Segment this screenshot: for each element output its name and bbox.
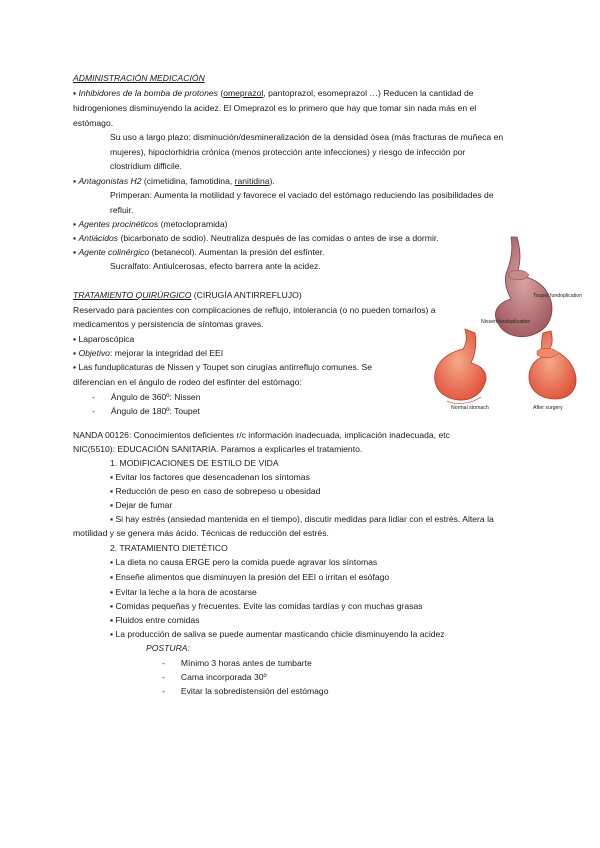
diet-title: 2. TRATAMIENTO DIETÉTICO xyxy=(110,543,228,553)
lifestyle-item: ▪ Dejar de fumar xyxy=(110,500,173,510)
diet-item: ▪ La producción de saliva se puede aumentar masticando chicle disminuyendo la acidez xyxy=(110,629,445,639)
caption-toupet: Toupet fundoplication xyxy=(533,293,583,299)
caption-normal: Normal stomach xyxy=(451,405,489,411)
fundoplication-figure xyxy=(425,233,585,413)
bullet-prokinetic: ▪ Agentes procinéticos (metoclopramida) xyxy=(73,219,228,229)
posture-item: - Evitar la sobredistensión del estómago xyxy=(162,686,329,696)
diet-item: ▪ Enseñe alimentos que disminuyen la presión del EEI o irritan el esófago xyxy=(110,572,390,582)
bullet-cholinergic: ▪ Agente colinérgico (betanecol). Aumentan la presión del esfínter. xyxy=(73,247,325,257)
surgery-line-2: medicamentos y persistencia de síntomas graves. xyxy=(73,319,264,329)
bullet-ppi: ▪ Inhibidores de la bomba de protones (omeprazol, pantoprazol, esomeprazol …) Reducen la cantidad de xyxy=(73,88,474,98)
diet-item: ▪ La dieta no causa ERGE pero la comida puede agravar los síntomas xyxy=(110,557,378,567)
primperan-line-2: refluir. xyxy=(110,205,134,215)
bullet-h2: ▪ Antagonistas H2 (cimetidina, famotidina, ranitidina). xyxy=(73,176,275,186)
ppi-longterm-1: Su uso a largo plazo: disminución/desmineralización de la densidad ósea (más fracturas de muñeca en xyxy=(110,132,504,142)
diet-item: ▪ Comidas pequeñas y frecuentes. Evite las comidas tardías y con muchas grasas xyxy=(110,601,423,611)
posture-item: - Mínimo 3 horas antes de tumbarte xyxy=(162,658,312,668)
ppi-line-2: hidrogeniones disminuyendo la acidez. El Omeprazol es lo primero que hay que tomar sin nada más en el xyxy=(73,103,477,113)
ppi-longterm-2: mujeres), hipoclorhidria crónica (menos protección ante infecciones) y riesgo de infección por xyxy=(110,147,466,157)
lifestyle-title: 1. MODIFICACIONES DE ESTILO DE VIDA xyxy=(110,458,279,468)
lifestyle-item: ▪ Evitar los factores que desencadenan los síntomas xyxy=(110,472,310,482)
posture-item: - Cama incorporada 30º xyxy=(162,672,267,682)
angle-toupet: - Ángulo de 180º: Toupet xyxy=(92,406,200,416)
lifestyle-item: ▪ Reducción de peso en caso de sobrepeso u obesidad xyxy=(110,486,321,496)
nic-line: NIC(5510): EDUCACIÓN SANITARIA. Paramos a explicarles el tratamiento. xyxy=(73,444,363,454)
bullet-antacid: ▪ Antiácidos (bicarbonato de sodio). Neutraliza después de las comidas o antes de irse a dormir. xyxy=(73,233,439,243)
ppi-longterm-3: clostridium difficile. xyxy=(110,161,182,171)
section-title-medication: ADMINISTRACIÓN MEDICACIÓN xyxy=(73,73,205,83)
nanda-line: NANDA 00126: Conocimientos deficientes r/c información inadecuada, implicación inadecuada, etc xyxy=(73,430,450,440)
bullet-fundoplication: ▪ Las funduplicaturas de Nissen y Toupet son cirugías antirreflujo comunes. Se xyxy=(73,362,373,372)
section-title-surgery: TRATAMIENTO QUIRÚRGICO (CIRUGÍA ANTIRREFLUJO) xyxy=(73,290,302,300)
lifestyle-item: ▪ Si hay estrés (ansiedad mantenida en el tiempo), discutir medidas para lidiar con el estrés. Altera la xyxy=(110,514,494,524)
surgery-line-1: Reservado para pacientes con complicaciones de reflujo, intolerancia (o no pueden tomarlos) a xyxy=(73,305,436,315)
caption-nissen: Nissen fundoplication xyxy=(481,319,531,325)
diet-item: ▪ Evitar la leche a la hora de acostarse xyxy=(110,587,257,597)
primperan-line-1: Primperan: Aumenta la motilidad y favorece el vaciado del estómago reduciendo las posibilidades de xyxy=(110,190,494,200)
diet-item: ▪ Fluidos entre comidas xyxy=(110,615,200,625)
fundoplication-line-2: diferencian en el ángulo de rodeo del esfínter del estómago: xyxy=(73,377,302,387)
caption-after: After surgery xyxy=(533,405,563,411)
angle-nissen: - Ángulo de 360º: Nissen xyxy=(92,392,201,402)
sucralfate-line: Sucralfato: Antiulcerosas, efecto barrera ante la acidez. xyxy=(110,261,321,271)
ppi-line-3: estómago. xyxy=(73,118,114,128)
lifestyle-item-cont: motilidad y se genera más ácido. Técnicas de reducción del estrés. xyxy=(73,528,329,538)
bullet-laparoscopic: ▪ Laparoscópica xyxy=(73,334,135,344)
bullet-objective: ▪ Objetivo: mejorar la integridad del EEI xyxy=(73,348,224,358)
posture-title: POSTURA: xyxy=(146,643,190,653)
